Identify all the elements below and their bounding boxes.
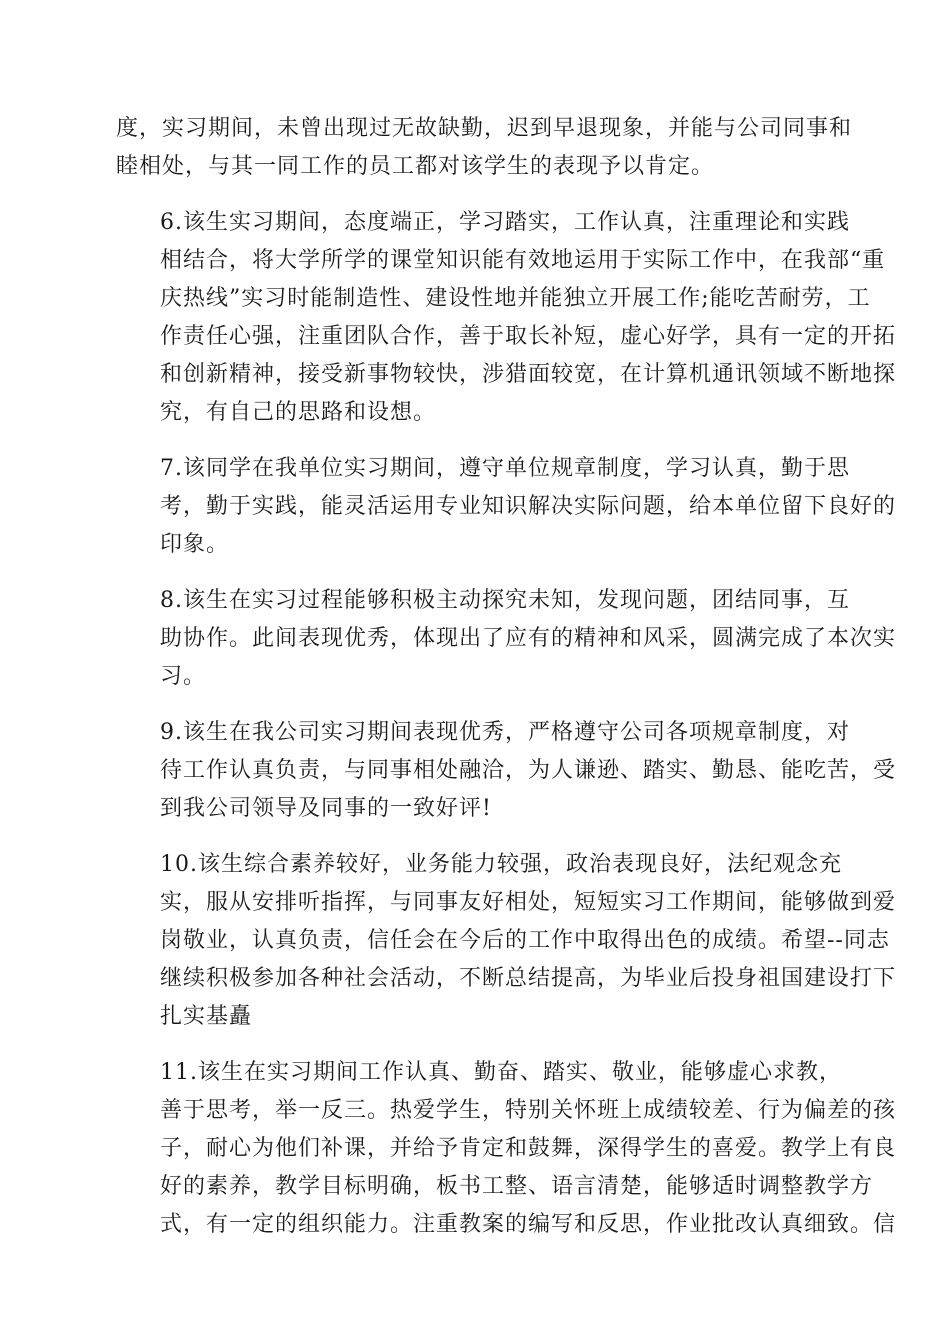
text-line: 子，耐心为他们补课，并给予肯定和鼓舞，深得学生的喜爱。教学上有良 bbox=[160, 1136, 897, 1161]
paragraph-0 bbox=[116, 110, 853, 186]
text-line: 11.该生在实习期间工作认真、勤奋、踏实、敬业，能够虚心求教， bbox=[160, 1060, 842, 1085]
text-line: 和创新精神，接受新事物较快，涉猎面较宽，在计算机通讯领域不断地探 bbox=[160, 362, 897, 387]
text-line: 善于思考，举一反三。热爱学生，特别关怀班上成绩较差、行为偏差的孩 bbox=[160, 1098, 897, 1123]
text-line: 相结合，将大学所学的课堂知识能有效地运用于实际工作中，在我部“重 bbox=[160, 248, 886, 273]
text-line: 究，有自己的思路和设想。 bbox=[160, 400, 437, 425]
text-line: 8.该生在实习过程能够积极主动探究未知，发现问题，团结同事，互 bbox=[160, 588, 850, 613]
text-line: 好的素养，教学目标明确，板书工整、语言清楚，能够适时调整教学方 bbox=[160, 1174, 874, 1199]
paragraph-1 bbox=[116, 204, 897, 432]
document-body bbox=[116, 110, 897, 1262]
text-line: 扎实基矗 bbox=[160, 1004, 253, 1029]
text-line: 庆热线”实习时能制造性、建设性地并能独立开展工作;能吃苦耐劳，工 bbox=[160, 286, 871, 311]
text-line: 岗敬业，认真负责，信任会在今后的工作中取得出色的成绩。希望--同志 bbox=[160, 928, 890, 953]
paragraph-4 bbox=[116, 714, 897, 828]
paragraph-5 bbox=[116, 846, 897, 1036]
text-line: 印象。 bbox=[160, 532, 230, 557]
text-line: 继续积极参加各种社会活动，不断总结提高，为毕业后投身祖国建设打下 bbox=[160, 966, 897, 991]
text-line: 助协作。此间表现优秀，体现出了应有的精神和风采，圆满完成了本次实 bbox=[160, 626, 897, 651]
text-line: 实，服从安排听指挥，与同事友好相处，短短实习工作期间，能够做到爱 bbox=[160, 890, 897, 915]
text-line: 度，实习期间，未曾出现过无故缺勤，迟到早退现象，并能与公司同事和 bbox=[116, 116, 853, 141]
text-line: 考，勤于实践，能灵活运用专业知识解决实际问题，给本单位留下良好的 bbox=[160, 494, 897, 519]
paragraph-6 bbox=[116, 1054, 897, 1244]
text-line: 到我公司领导及同事的一致好评! bbox=[160, 796, 492, 821]
text-line: 待工作认真负责，与同事相处融洽，为人谦逊、踏实、勤恳、能吃苦，受 bbox=[160, 758, 897, 783]
text-line: 9.该生在我公司实习期间表现优秀，严格遵守公司各项规章制度，对 bbox=[160, 720, 850, 745]
text-line: 6.该生实习期间，态度端正，学习踏实，工作认真，注重理论和实践 bbox=[160, 210, 850, 235]
text-line: 作责任心强，注重团队合作，善于取长补短，虚心好学，具有一定的开拓 bbox=[160, 324, 897, 349]
text-line: 习。 bbox=[160, 664, 207, 689]
paragraph-2 bbox=[116, 450, 897, 564]
paragraph-3 bbox=[116, 582, 897, 696]
text-line: 7.该同学在我单位实习期间，遵守单位规章制度，学习认真，勤于思 bbox=[160, 456, 850, 481]
text-line: 睦相处，与其一同工作的员工都对该学生的表现予以肯定。 bbox=[116, 154, 715, 179]
text-line: 式，有一定的组织能力。注重教案的编写和反思，作业批改认真细致。信 bbox=[160, 1212, 897, 1237]
text-line: 10.该生综合素养较好，业务能力较强，政治表现良好，法纪观念充 bbox=[160, 852, 842, 877]
